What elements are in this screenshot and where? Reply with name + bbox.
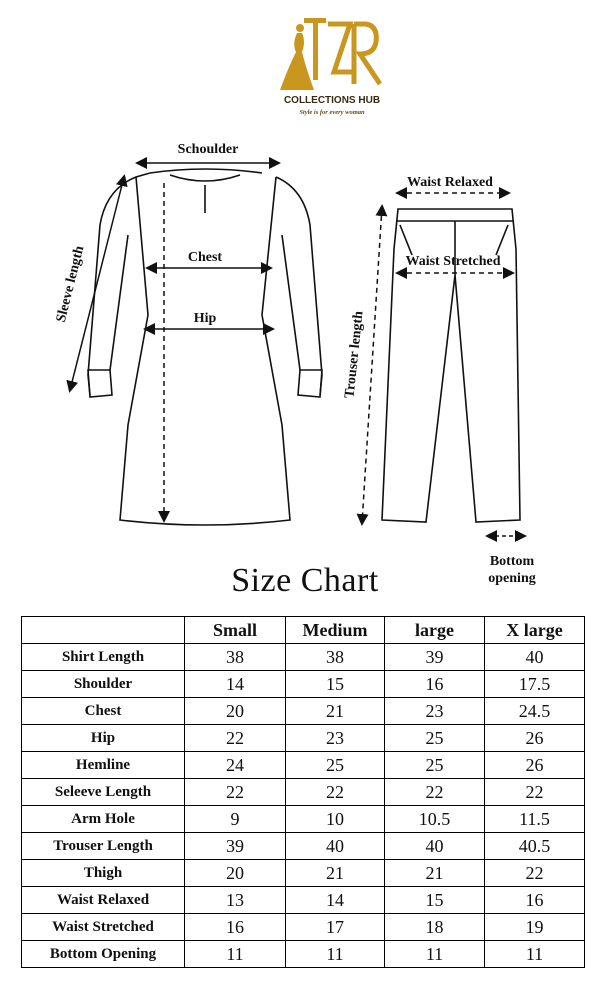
- size-value-cell: 19: [485, 914, 585, 941]
- table-row: [22, 806, 585, 833]
- header-medium: Medium: [286, 617, 385, 644]
- size-value-cell: 24.5: [485, 698, 585, 725]
- size-value-cell: 18: [385, 914, 485, 941]
- label-hip: Hip: [193, 311, 217, 326]
- table-row: [22, 887, 585, 914]
- size-value-cell: 22: [385, 779, 485, 806]
- row-label: Chest: [22, 698, 185, 725]
- table-row: [22, 914, 585, 941]
- size-value-cell: 40.5: [485, 833, 585, 860]
- brand-tagline: Style is for every woman: [299, 109, 365, 116]
- size-value-cell: 22: [286, 779, 385, 806]
- size-value-cell: 39: [185, 833, 286, 860]
- size-value-cell: 38: [286, 644, 385, 671]
- size-value-cell: 11: [385, 941, 485, 968]
- size-value-cell: 16: [385, 671, 485, 698]
- size-value-cell: 20: [185, 698, 286, 725]
- table-row: [22, 941, 585, 968]
- size-value-cell: 13: [185, 887, 286, 914]
- size-value-cell: 26: [485, 752, 585, 779]
- size-value-cell: 15: [286, 671, 385, 698]
- size-value-cell: 17.5: [485, 671, 585, 698]
- size-value-cell: 15: [385, 887, 485, 914]
- size-value-cell: 11: [485, 941, 585, 968]
- size-value-cell: 16: [485, 887, 585, 914]
- row-label: Shirt Length: [22, 644, 185, 671]
- table-row: [22, 752, 585, 779]
- size-value-cell: 25: [385, 725, 485, 752]
- size-value-cell: 22: [185, 779, 286, 806]
- label-waist-relaxed: Waist Relaxed: [407, 175, 493, 190]
- size-table: [21, 616, 585, 968]
- brand-logo: [270, 12, 400, 124]
- size-value-cell: 40: [286, 833, 385, 860]
- row-label: Arm Hole: [22, 806, 185, 833]
- size-value-cell: 10.5: [385, 806, 485, 833]
- row-label: Hip: [22, 725, 185, 752]
- label-bottom-opening-line2: opening: [488, 571, 536, 586]
- size-value-cell: 24: [185, 752, 286, 779]
- table-row: [22, 644, 585, 671]
- size-value-cell: 25: [286, 752, 385, 779]
- header-corner: [22, 617, 185, 644]
- size-value-cell: 14: [185, 671, 286, 698]
- size-value-cell: 26: [485, 725, 585, 752]
- table-row: [22, 833, 585, 860]
- brand-name: COLLECTIONS HUB: [283, 95, 381, 106]
- row-label: Thigh: [22, 860, 185, 887]
- table-header-row: [22, 617, 585, 644]
- label-chest: Chest: [187, 250, 223, 265]
- size-value-cell: 9: [185, 806, 286, 833]
- row-label: Seleeve Length: [22, 779, 185, 806]
- table-row: [22, 698, 585, 725]
- label-shoulder: Schoulder: [177, 142, 239, 157]
- size-value-cell: 20: [185, 860, 286, 887]
- table-row: [22, 860, 585, 887]
- row-label: Waist Stretched: [22, 914, 185, 941]
- shirt-outline: [88, 169, 322, 525]
- table-row: [22, 671, 585, 698]
- size-value-cell: 23: [286, 725, 385, 752]
- measurement-diagram: [0, 125, 610, 590]
- size-value-cell: 22: [185, 725, 286, 752]
- size-chart-title: Size Chart: [231, 562, 379, 599]
- label-trouser-length: Trouser length: [342, 310, 367, 399]
- table-body: [22, 644, 585, 968]
- size-value-cell: 11: [185, 941, 286, 968]
- row-label: Hemline: [22, 752, 185, 779]
- size-value-cell: 22: [485, 779, 585, 806]
- size-value-cell: 39: [385, 644, 485, 671]
- size-value-cell: 21: [385, 860, 485, 887]
- size-value-cell: 23: [385, 698, 485, 725]
- size-value-cell: 38: [185, 644, 286, 671]
- row-label: Waist Relaxed: [22, 887, 185, 914]
- size-value-cell: 21: [286, 860, 385, 887]
- header-small: Small: [185, 617, 286, 644]
- label-bottom-opening-line1: Bottom: [489, 554, 535, 569]
- size-value-cell: 11: [286, 941, 385, 968]
- header-x-large: X large: [485, 617, 585, 644]
- size-value-cell: 10: [286, 806, 385, 833]
- size-value-cell: 40: [385, 833, 485, 860]
- size-value-cell: 25: [385, 752, 485, 779]
- size-value-cell: 11.5: [485, 806, 585, 833]
- row-label: Shoulder: [22, 671, 185, 698]
- label-waist-stretched: Waist Stretched: [405, 254, 501, 269]
- table-row: [22, 725, 585, 752]
- size-value-cell: 14: [286, 887, 385, 914]
- row-label: Bottom Opening: [22, 941, 185, 968]
- size-value-cell: 17: [286, 914, 385, 941]
- size-value-cell: 40: [485, 644, 585, 671]
- label-sleeve-length: Sleeve length: [53, 244, 88, 324]
- table-row: [22, 779, 585, 806]
- size-value-cell: 22: [485, 860, 585, 887]
- logo-emblem: [280, 18, 380, 90]
- row-label: Trouser Length: [22, 833, 185, 860]
- size-value-cell: 21: [286, 698, 385, 725]
- size-value-cell: 16: [185, 914, 286, 941]
- header-large: large: [385, 617, 485, 644]
